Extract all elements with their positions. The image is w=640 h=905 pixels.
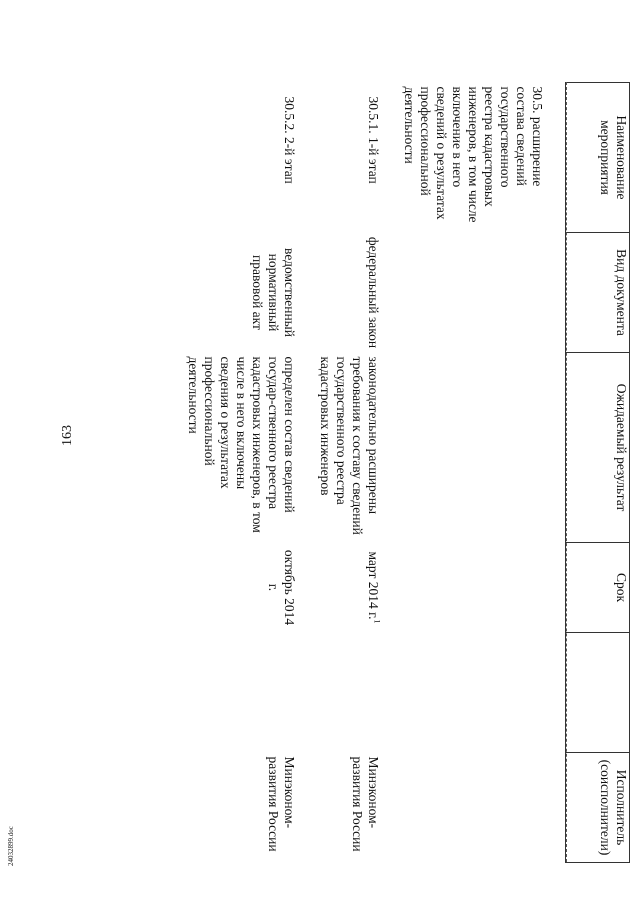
table-row (401, 83, 566, 863)
header-result: Ожидаемый результат (566, 353, 630, 543)
expected-result (401, 353, 566, 543)
header-deadline: Срок (566, 543, 630, 633)
deadline (317, 543, 401, 633)
spacer-cell (401, 633, 566, 753)
doc-type: федеральный закон (366, 236, 381, 349)
deadline-text: март 2014 г. (366, 551, 381, 620)
header-doc-type: Вид документа (566, 233, 630, 353)
document-code: 24032899.doc (7, 826, 15, 866)
spacer-cell (317, 633, 401, 753)
header-executor: Исполнитель (соисполнители) (566, 753, 630, 863)
footnote-marker: 1 (372, 619, 382, 624)
executor (401, 753, 566, 863)
doc-type (401, 233, 566, 353)
page-number: 163 (60, 425, 75, 446)
table-header-row (566, 83, 630, 863)
deadline: октябрь 2014 г. (266, 549, 297, 626)
executor: Минэконом-развития России (266, 756, 297, 852)
measure-name: 30.5. расширение состава сведений государственного реестра кадастровых инженеров, в том числе включение в него сведений о результатах профессиональной деятельности (402, 86, 545, 223)
table-row (185, 83, 317, 863)
deadline (401, 543, 566, 633)
measures-table (185, 82, 630, 863)
spacer-cell (185, 633, 317, 753)
header-bottom-rule (566, 82, 567, 862)
doc-type: ведомственный нормативный правовой акт (250, 248, 297, 337)
executor: Минэконом-развития России (350, 756, 381, 852)
expected-result: определен состав сведений государ-ственного реестра кадастровых инженеров, в том числе в него включены сведения о результатах профессиональной деятельности (186, 356, 297, 533)
table-row (317, 83, 401, 863)
measure-name: 30.5.2. 2-й этап (282, 96, 297, 184)
header-spacer (566, 633, 630, 753)
expected-result: законодательно расширены требования к составу сведений государственного реестра кадастровых инженеров (318, 356, 381, 535)
header-name: Наименование мероприятия (566, 83, 630, 233)
measure-name: 30.5.1. 1-й этап (366, 96, 381, 184)
measures-table-container (70, 82, 630, 862)
